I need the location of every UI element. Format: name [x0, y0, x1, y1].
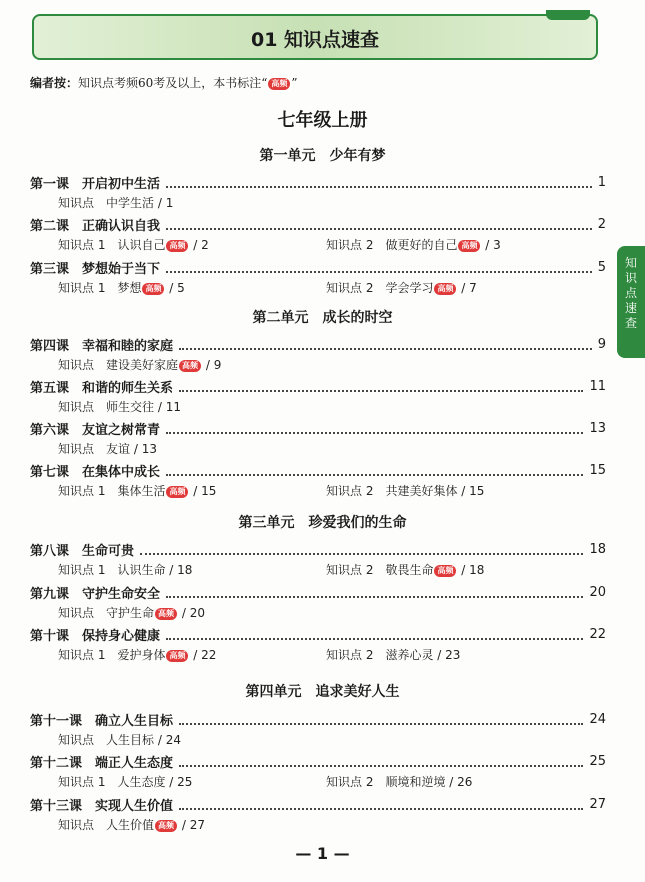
lesson-page: 11 [589, 378, 606, 394]
section-title: 01 知识点速查 [250, 29, 380, 51]
toc-lesson-4[interactable] [30, 334, 606, 354]
lesson-title: 第七课 在集体中成长 [30, 464, 161, 480]
kp-page: / 15 [189, 484, 217, 498]
leader-dots [166, 595, 583, 598]
hot-badge: 高频 [268, 78, 290, 90]
hot-badge: 高频 [166, 486, 188, 498]
kp-page: / 26 [445, 775, 473, 789]
knowledge-point [58, 482, 328, 500]
kp-text: 知识点 守护生命 [58, 606, 155, 620]
kp-text: 知识点 1 人生态度 [58, 775, 166, 789]
lesson-page: 13 [589, 420, 606, 436]
kp-page: / 2 [189, 238, 209, 252]
lesson-title: 第二课 正确认识自我 [30, 218, 161, 234]
hot-badge: 高频 [155, 608, 177, 620]
kp-text: 知识点 2 学会学习 [326, 281, 434, 295]
leader-dots [166, 473, 583, 476]
corner-decoration [546, 10, 590, 20]
hot-badge: 高频 [458, 240, 480, 252]
knowledge-point [58, 440, 328, 458]
grade-heading: 七年级上册 [277, 110, 368, 131]
toc-lesson-5[interactable] [30, 376, 606, 396]
leader-dots [166, 270, 592, 273]
hot-badge: 高频 [179, 360, 201, 372]
knowledge-point [326, 646, 596, 664]
kp-page: / 27 [178, 818, 205, 832]
lesson-title: 第九课 守护生命安全 [30, 586, 161, 602]
page-number: — 1 — [295, 844, 350, 863]
lesson-title: 第五课 和谐的师生关系 [30, 380, 174, 396]
toc-lesson-1[interactable] [30, 172, 606, 192]
hot-badge: 高频 [434, 283, 456, 295]
hot-badge: 高频 [166, 240, 188, 252]
knowledge-point [58, 236, 328, 254]
knowledge-point [58, 561, 328, 579]
toc-lesson-9[interactable] [30, 582, 606, 602]
kp-text: 知识点 1 认识自己 [58, 238, 166, 252]
leader-dots [166, 227, 592, 230]
kp-text: 知识点 2 敬畏生命 [326, 563, 434, 577]
editor-note-lead: 编者按： [30, 76, 79, 90]
knowledge-point [58, 356, 328, 374]
kp-page: / 25 [165, 775, 193, 789]
toc-lesson-12[interactable] [30, 751, 606, 771]
lesson-page: 22 [589, 626, 606, 642]
kp-page: / 1 [154, 196, 174, 210]
editor-note-close: ” [291, 76, 298, 90]
leader-dots [179, 807, 583, 810]
lesson-page: 5 [597, 259, 606, 275]
kp-page: / 13 [130, 442, 157, 456]
side-tab[interactable] [617, 246, 645, 358]
leader-dots [179, 347, 592, 350]
leader-dots [179, 389, 583, 392]
kp-text: 知识点 人生目标 [58, 733, 155, 747]
lesson-page: 15 [589, 462, 606, 478]
kp-text: 知识点 1 集体生活 [58, 484, 166, 498]
lesson-page: 18 [589, 541, 606, 557]
knowledge-point [58, 398, 328, 416]
kp-page: / 23 [433, 648, 461, 662]
unit-heading-3: 第三单元 珍爱我们的生命 [238, 515, 407, 531]
kp-page: / 15 [457, 484, 485, 498]
kp-page: / 9 [202, 358, 222, 372]
leader-dots [166, 431, 583, 434]
knowledge-point [326, 279, 596, 297]
kp-text: 知识点 2 做更好的自己 [326, 238, 458, 252]
hot-badge: 高频 [142, 283, 164, 295]
lesson-title: 第十二课 端正人生态度 [30, 755, 174, 771]
toc-lesson-8[interactable] [30, 539, 606, 559]
lesson-page: 24 [589, 711, 606, 727]
kp-text: 知识点 2 共建美好集体 [326, 484, 458, 498]
lesson-title: 第十一课 确立人生目标 [30, 713, 174, 729]
lesson-title: 第六课 友谊之树常青 [30, 422, 161, 438]
toc-lesson-6[interactable] [30, 418, 606, 438]
toc-lesson-11[interactable] [30, 709, 606, 729]
toc-lesson-10[interactable] [30, 624, 606, 644]
kp-text: 知识点 师生交往 [58, 400, 155, 414]
lesson-title: 第一课 开启初中生活 [30, 176, 161, 192]
knowledge-point [58, 816, 328, 834]
knowledge-point [326, 236, 596, 254]
lesson-title: 第八课 生命可贵 [30, 543, 135, 559]
kp-text: 知识点 建设美好家庭 [58, 358, 179, 372]
kp-text: 知识点 中学生活 [58, 196, 155, 210]
lesson-page: 2 [597, 216, 606, 232]
knowledge-point [326, 773, 596, 791]
knowledge-point [58, 731, 328, 749]
kp-text: 知识点 1 爱护身体 [58, 648, 166, 662]
leader-dots [166, 185, 592, 188]
lesson-page: 27 [589, 796, 606, 812]
toc-lesson-3[interactable] [30, 257, 606, 277]
editor-note [30, 74, 298, 91]
kp-page: / 11 [154, 400, 181, 414]
kp-text: 知识点 友谊 [58, 442, 131, 456]
kp-page: / 18 [165, 563, 193, 577]
knowledge-point [326, 561, 596, 579]
knowledge-point [58, 194, 328, 212]
kp-text: 知识点 2 顺境和逆境 [326, 775, 446, 789]
leader-dots [140, 552, 583, 555]
unit-heading-4: 第四单元 追求美好人生 [245, 684, 400, 700]
lesson-page: 20 [589, 584, 606, 600]
kp-page: / 18 [457, 563, 485, 577]
knowledge-point [326, 482, 596, 500]
kp-text: 知识点 2 滋养心灵 [326, 648, 434, 662]
leader-dots [179, 722, 583, 725]
unit-heading-1: 第一单元 少年有梦 [259, 148, 386, 164]
lesson-page: 1 [597, 174, 606, 190]
hot-badge: 高频 [155, 820, 177, 832]
lesson-page: 25 [589, 753, 606, 769]
kp-text: 知识点 人生价值 [58, 818, 155, 832]
hot-badge: 高频 [166, 650, 188, 662]
knowledge-point [58, 646, 328, 664]
kp-page: / 5 [165, 281, 185, 295]
toc-lesson-7[interactable] [30, 460, 606, 480]
side-tab-label: 知识点速查 [624, 256, 637, 330]
section-header-band [32, 14, 598, 60]
editor-note-text: 知识点考频60考及以上，本书标注“ [78, 76, 268, 90]
kp-page: / 3 [481, 238, 501, 252]
kp-page: / 22 [189, 648, 217, 662]
knowledge-point [58, 279, 328, 297]
hot-badge: 高频 [434, 565, 456, 577]
unit-heading-2: 第二单元 成长的时空 [252, 310, 393, 326]
lesson-page: 9 [597, 336, 606, 352]
kp-page: / 7 [457, 281, 477, 295]
lesson-title: 第四课 幸福和睦的家庭 [30, 338, 174, 354]
toc-lesson-13[interactable] [30, 794, 606, 814]
knowledge-point [58, 773, 328, 791]
lesson-title: 第十课 保持身心健康 [30, 628, 161, 644]
toc-lesson-2[interactable] [30, 214, 606, 234]
leader-dots [166, 637, 583, 640]
leader-dots [179, 764, 583, 767]
kp-text: 知识点 1 认识生命 [58, 563, 166, 577]
kp-page: / 24 [154, 733, 181, 747]
kp-text: 知识点 1 梦想 [58, 281, 142, 295]
lesson-title: 第十三课 实现人生价值 [30, 798, 174, 814]
kp-page: / 20 [178, 606, 205, 620]
knowledge-point [58, 604, 328, 622]
lesson-title: 第三课 梦想始于当下 [30, 261, 161, 277]
